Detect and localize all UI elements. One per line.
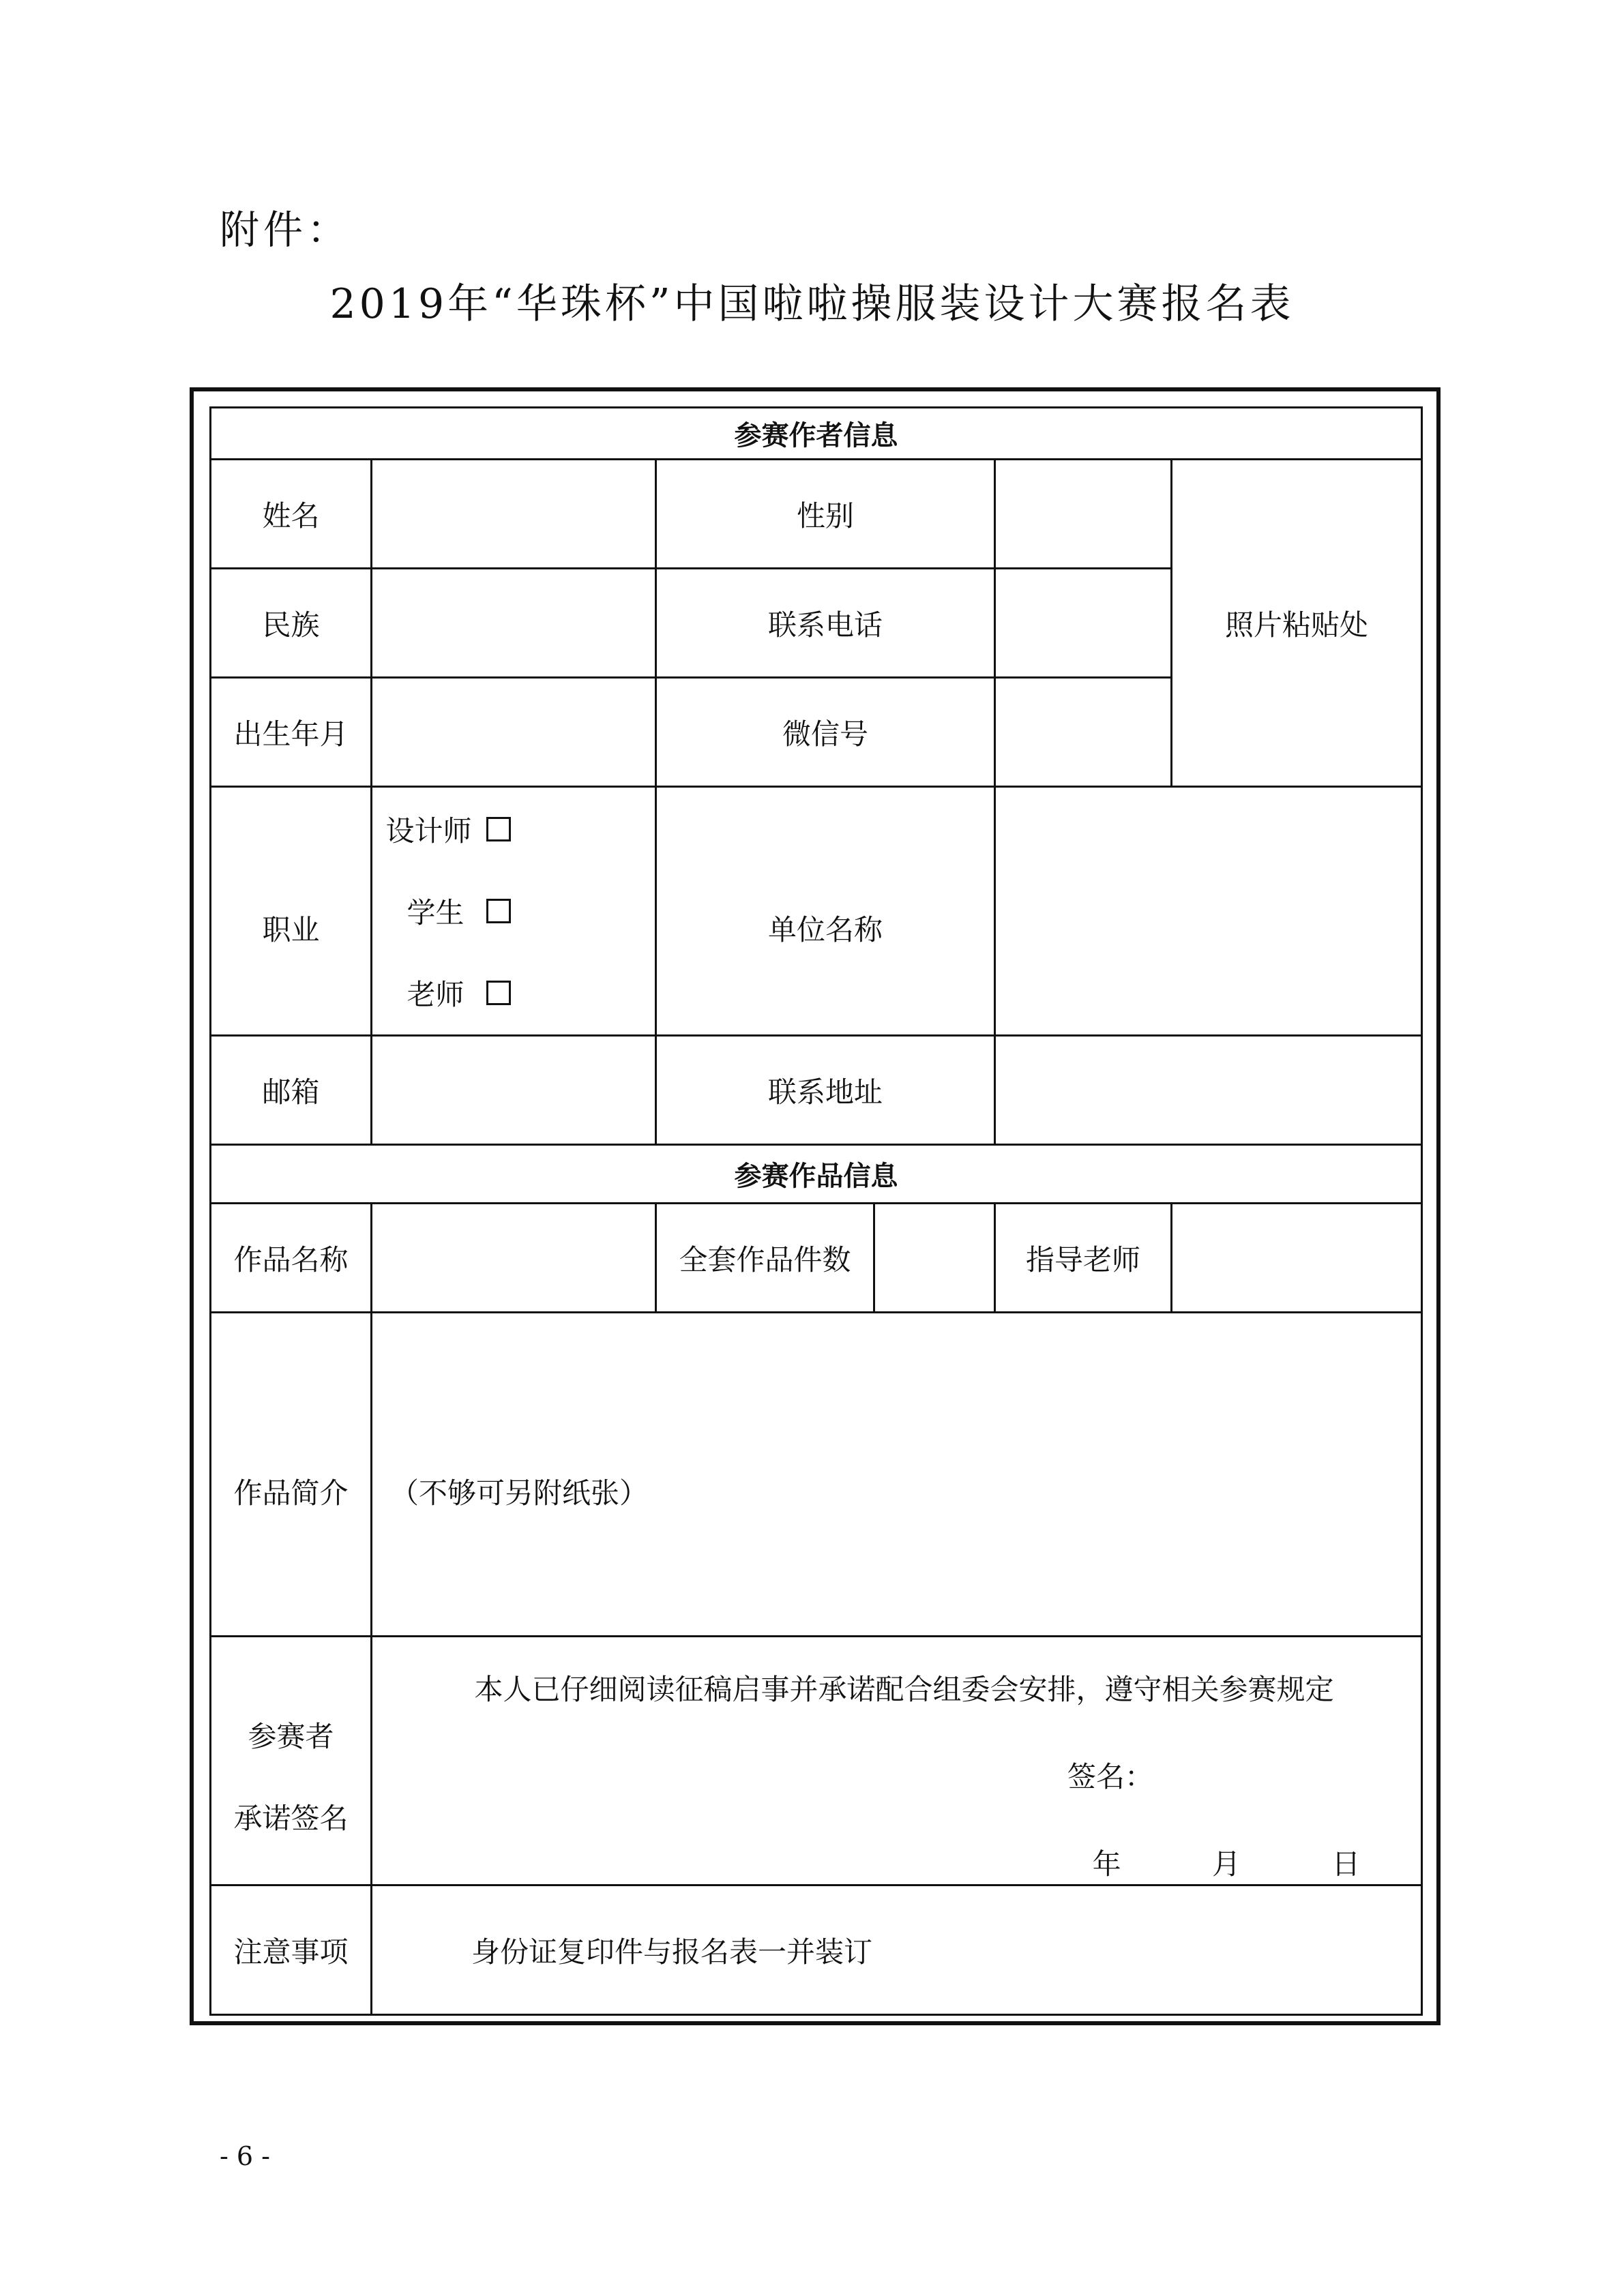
pledge-statement: 本人已仔细阅读征稿启事并承诺配合组委会安排，遵守相关参赛规定 — [474, 1673, 1334, 1706]
form-title: 2019年“华珠杯”中国啦啦操服装设计大赛报名表 — [329, 280, 1295, 328]
birth-label: 出生年月 — [211, 678, 372, 787]
phone-label: 联系电话 — [656, 569, 995, 678]
teacher-label: 指导老师 — [995, 1204, 1172, 1313]
work-count-field[interactable] — [874, 1204, 995, 1313]
work-intro-label: 作品简介 — [211, 1313, 372, 1637]
signature-label: 签名： — [1067, 1760, 1153, 1793]
attachment-label: 附件： — [220, 207, 351, 253]
name-label: 姓名 — [211, 460, 372, 569]
email-label: 邮箱 — [211, 1036, 372, 1145]
checkbox-designer[interactable] — [486, 817, 511, 841]
address-label: 联系地址 — [656, 1036, 995, 1145]
pledge-area[interactable] — [372, 1637, 1422, 1885]
wechat-field[interactable] — [995, 678, 1172, 787]
year-label: 年 — [1092, 1847, 1121, 1881]
occupation-option-label: 学生 — [407, 896, 464, 929]
gender-label: 性别 — [656, 460, 995, 569]
pledge-label-line2: 承诺签名 — [233, 1802, 349, 1835]
work-count-label: 全套作品件数 — [656, 1204, 874, 1313]
pledge-label — [211, 1637, 372, 1885]
teacher-field[interactable] — [1172, 1204, 1422, 1313]
occupation-option-teacher[interactable] — [372, 952, 655, 1034]
occupation-label: 职业 — [211, 787, 372, 1036]
occupation-option-student[interactable] — [372, 870, 655, 952]
date-line — [1032, 1842, 1421, 1883]
address-field[interactable] — [995, 1036, 1422, 1145]
occupation-option-label: 设计师 — [385, 814, 472, 848]
pledge-label-line1: 参赛者 — [248, 1720, 334, 1753]
occupation-option-label: 老师 — [407, 978, 464, 1011]
company-field[interactable] — [995, 787, 1422, 1036]
wechat-label: 微信号 — [656, 678, 995, 787]
day-label: 日 — [1331, 1847, 1361, 1881]
checkbox-teacher[interactable] — [486, 981, 511, 1005]
checkbox-student[interactable] — [486, 899, 511, 923]
work-name-label: 作品名称 — [211, 1204, 372, 1313]
notice-text: 身份证复印件与报名表一并装订 — [372, 1885, 1422, 2015]
birth-field[interactable] — [372, 678, 656, 787]
phone-field[interactable] — [995, 569, 1172, 678]
ethnicity-label: 民族 — [211, 569, 372, 678]
name-field[interactable] — [372, 460, 656, 569]
registration-form — [209, 406, 1423, 2016]
occupation-options — [372, 787, 656, 1036]
section-author-info: 参赛作者信息 — [211, 408, 1422, 460]
section-work-info: 参赛作品信息 — [211, 1145, 1422, 1204]
work-name-field[interactable] — [372, 1204, 656, 1313]
month-label: 月 — [1211, 1847, 1241, 1881]
occupation-option-designer[interactable] — [372, 788, 655, 870]
ethnicity-field[interactable] — [372, 569, 656, 678]
notice-label: 注意事项 — [211, 1885, 372, 2015]
page-number: - 6 - — [220, 2141, 271, 2171]
email-field[interactable] — [372, 1036, 656, 1145]
gender-field[interactable] — [995, 460, 1172, 569]
work-intro-hint: （不够可另附纸张） — [390, 1476, 649, 1510]
photo-area[interactable]: 照片粘贴处 — [1172, 460, 1422, 787]
work-intro-field[interactable] — [372, 1313, 1422, 1637]
company-label: 单位名称 — [656, 787, 995, 1036]
